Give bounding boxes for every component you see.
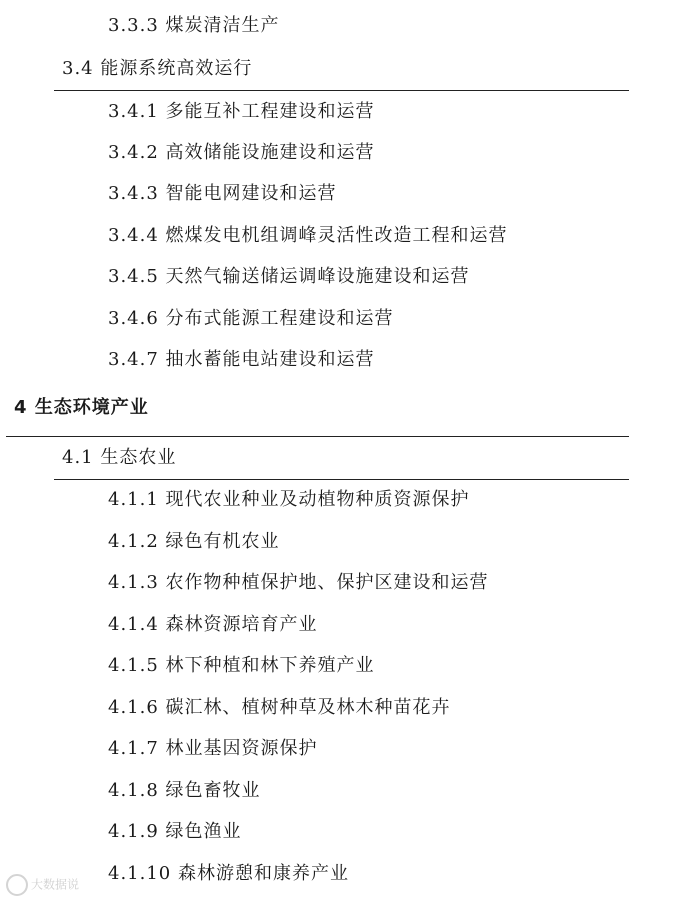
- toc-title: 天然气输送储运调峰设施建设和运营: [165, 266, 470, 287]
- toc-number: 4.1.8: [108, 780, 159, 801]
- toc-title: 碳汇林、植树种草及林木种苗花卉: [165, 697, 451, 718]
- toc-title: 多能互补工程建设和运营: [165, 101, 375, 122]
- toc-entry-4-1-10: [108, 862, 349, 886]
- toc-title: 生态农业: [100, 447, 177, 468]
- toc-number: 3.4.2: [108, 142, 159, 163]
- toc-number: 3.4: [62, 58, 94, 79]
- toc-title: 绿色渔业: [165, 821, 242, 842]
- toc-number: 4.1.7: [108, 738, 159, 759]
- toc-entry-4: [14, 396, 149, 420]
- toc-title: 燃煤发电机组调峰灵活性改造工程和运营: [165, 225, 508, 246]
- toc-entry-4-1-6: [108, 696, 451, 720]
- toc-number: 4.1.5: [108, 655, 159, 676]
- toc-title: 现代农业种业及动植物种质资源保护: [165, 489, 470, 510]
- toc-title: 智能电网建设和运营: [165, 183, 337, 204]
- watermark-logo-icon: [6, 874, 28, 896]
- toc-title: 生态环境产业: [34, 397, 149, 418]
- toc-entry-3-4-3: [108, 182, 337, 206]
- toc-entry-4-1-4: [108, 613, 318, 637]
- toc-number: 4.1.10: [108, 863, 172, 884]
- toc-entry-4-1-3: [108, 571, 489, 595]
- toc-entry-3-4-5: [108, 265, 470, 289]
- toc-number: 3.4.4: [108, 225, 159, 246]
- toc-entry-3-3-3: [108, 14, 280, 38]
- watermark: [6, 874, 79, 896]
- toc-number: 3.4.6: [108, 308, 159, 329]
- toc-entry-3-4-4: [108, 224, 508, 248]
- toc-number: 3.3.3: [108, 15, 159, 36]
- toc-number: 4.1.9: [108, 821, 159, 842]
- toc-entry-4-1-5: [108, 654, 375, 678]
- toc-title: 高效储能设施建设和运营: [165, 142, 375, 163]
- section-divider: [54, 90, 629, 91]
- watermark-text: 大数据说: [31, 877, 80, 892]
- toc-entry-4-1-8: [108, 779, 261, 803]
- toc-title: 林下种植和林下养殖产业: [165, 655, 375, 676]
- toc-title: 森林资源培育产业: [165, 614, 318, 635]
- toc-number: 4.1.1: [108, 489, 159, 510]
- toc-title: 绿色有机农业: [165, 531, 280, 552]
- toc-number: 4.1.2: [108, 531, 159, 552]
- toc-title: 农作物种植保护地、保护区建设和运营: [165, 572, 489, 593]
- toc-number: 4.1.4: [108, 614, 159, 635]
- toc-title: 煤炭清洁生产: [165, 15, 280, 36]
- section-divider: [54, 479, 629, 480]
- toc-entry-4-1-1: [108, 488, 470, 512]
- toc-entry-4-1-2: [108, 530, 280, 554]
- toc-number: 3.4.7: [108, 349, 159, 370]
- toc-title: 抽水蓄能电站建设和运营: [165, 349, 375, 370]
- toc-entry-3-4-1: [108, 100, 375, 124]
- toc-entry-3-4: [62, 57, 252, 81]
- toc-number: 3.4.3: [108, 183, 159, 204]
- toc-entry-4-1-7: [108, 737, 318, 761]
- toc-number: 4: [14, 397, 28, 418]
- toc-title: 绿色畜牧业: [165, 780, 261, 801]
- toc-title: 森林游憩和康养产业: [178, 863, 349, 884]
- toc-entry-3-4-2: [108, 141, 375, 165]
- toc-entry-3-4-7: [108, 348, 375, 372]
- toc-number: 4.1.3: [108, 572, 159, 593]
- toc-number: 4.1: [62, 447, 94, 468]
- toc-number: 3.4.5: [108, 266, 159, 287]
- toc-entry-4-1-9: [108, 820, 242, 844]
- toc-title: 林业基因资源保护: [165, 738, 318, 759]
- toc-number: 3.4.1: [108, 101, 159, 122]
- toc-entry-3-4-6: [108, 307, 394, 331]
- toc-title: 能源系统高效运行: [100, 58, 253, 79]
- toc-title: 分布式能源工程建设和运营: [165, 308, 394, 329]
- toc-entry-4-1: [62, 446, 176, 470]
- toc-number: 4.1.6: [108, 697, 159, 718]
- chapter-divider: [6, 436, 629, 437]
